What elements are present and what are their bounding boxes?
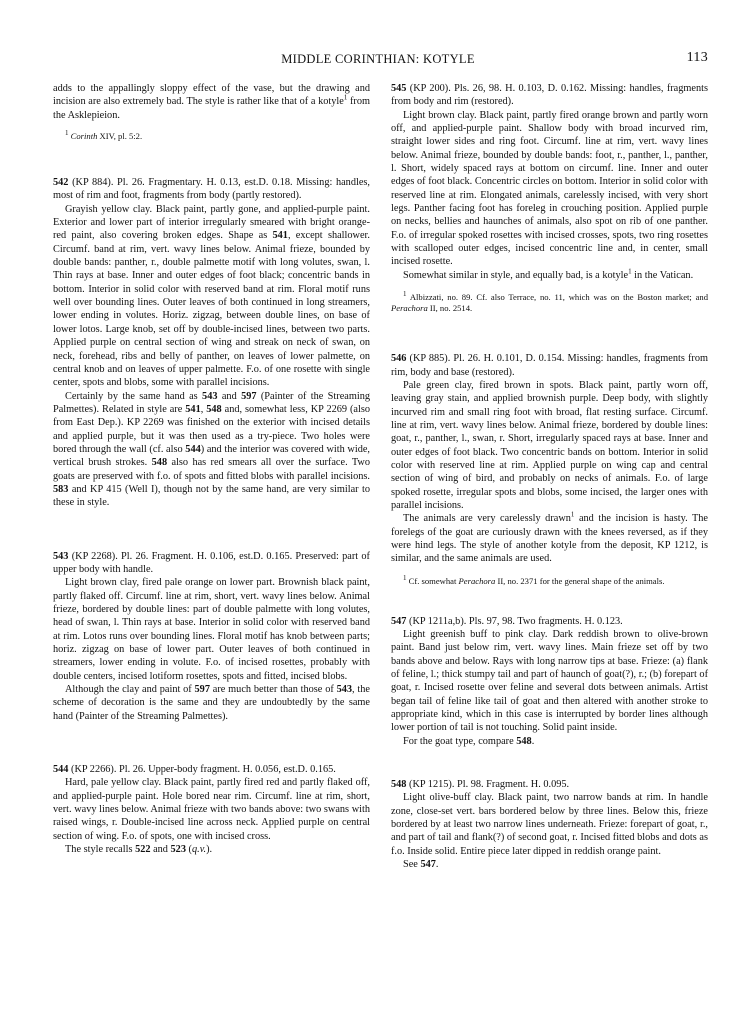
- catalogue-entry-546: [391, 352, 708, 587]
- catalogue-entry-542: [53, 176, 370, 510]
- running-title: MIDDLE CORINTHIAN: KOTYLE: [281, 52, 475, 66]
- entry-commentary: Although the clay and paint of 597 are much better than those of 543, the scheme of decoration is the same and they are undoubtedly by the same hand (Painter of the Streaming Palmettes).: [53, 684, 370, 722]
- entry-commentary: The animals are very carelessly drawn$^1$ and the incision is hasty. The forelegs of the goat are curiously drawn with the knees reversed, as if they were hind legs. The style of another kotyle from the deposit, KP 1212, is similar, and the same animals are used.: [391, 510, 708, 565]
- entry-description: Pale green clay, fired brown in spots. Black paint, partly worn off, leaving gray stain, and applied brownish purple. Deep body, with slightly incurved rim and small ring foot with broad, flat resting surface. Circumf. line at rim, vert. wavy lines below. Animal frieze, bordered by double lines: goat, r., panther, l., swan, r. Short, irregularly spaced rays at base. Inner and outer edges of foot black. Two concentric bands on bottom. Interior in solid color with reserved line at rim. Applied purple on wing cap and central section of wing of bird, and probably on necks of animals. F.o. of large spoked rosette, irregular spots and blobs, some incised, the larger ones with parallel incisions.: [391, 379, 708, 511]
- catalogue-entry-545: [391, 82, 708, 314]
- footnote: $^1$ Corinth XIV, pl. 5:2.: [65, 129, 143, 142]
- entry-heading: 547 (KP 1211a,b). Pls. 97, 98. Two fragments. H. 0.123.: [391, 615, 623, 627]
- entry-description: Light greenish buff to pink clay. Dark reddish brown to olive-brown paint. Band just below rim, vert. wavy lines. Main frieze set off by two bands above and below. Rays with long narrow tips at base. Frieze: (a) flank of feline, l.; thick stumpy tail and part of haunch of goat(?), r.; (b) forepart of goat, r. Incised rosette over feline and several dots between animals. Artist began tail of feline like tail of goat and then altered with another stroke to appropriate kind, which in this case is interrupted by border lines although lower portion of tail is not touching. Solid paint inside.: [391, 629, 708, 734]
- entry-commentary: The style recalls 522 and 523 (q.v.).: [65, 844, 213, 856]
- left-column: [53, 82, 370, 857]
- footnote: $^1$ Albizzati, no. 89. Cf. also Terrace, no. 11, which was on the Boston market; and Perachora II, no. 2514.: [391, 290, 708, 314]
- entry-heading: 545 (KP 200). Pls. 26, 98. H. 0.103, D. 0.162. Missing: handles, fragments from body and rim (restored).: [391, 83, 708, 108]
- catalogue-entry-547: [391, 615, 708, 748]
- entry-heading: 542 (KP 884). Pl. 26. Fragmentary. H. 0.13, est.D. 0.18. Missing: handles, most of rim and foot, fragments from body (partly restored).: [53, 177, 370, 202]
- entry-description: Light brown clay. Black paint, partly fired orange brown and partly worn off, and applied-purple paint. Shallow body with broad incurved rim, straight lower sides and ring foot. Circumf. line at rim, vert. wavy lines below. Animal frieze, bounded by double bands: foot, r., panther, l., panther, l. Short, widely spaced rays at bottom on circumf. line. Inner and outer edges of foot black. Concentric circles on bottom. Interior in solid color with reserved line at rim. Elongated animals, carelessly incised, with very short legs. Panther facing foot has foreleg in crouching position. Applied purple on necks, bellies and haunches of animals, also spot on rib of one panther. F.o. of irregular spoked rosettes with incised crosses, spots, two ring rosettes with scalloped outer edges, incised concentric line and, in center, small incised rosette.: [391, 109, 708, 268]
- entry-commentary: Certainly by the same hand as 543 and 597 (Painter of the Streaming Palmettes). Related in style are 541, 548 and, somewhat less, KP 2269 (also from East Dep.). KP 2269 was finished on the exterior with incised details and applied purple, but it was then used as a try-piece. Two holes were bored through the wall (cf. also 544) and the interior was covered with wide, vertical brush strokes. 548 also has red smears all over the surface. Two goats are preserved with f.o. of spots and fitted blobs with parallel incisions. 583 and KP 415 (Well I), though not by the same hand, are very similar to these in style.: [53, 390, 371, 509]
- entry-heading: 543 (KP 2268). Pl. 26. Fragment. H. 0.106, est.D. 0.165. Preserved: part of upper body with handle.: [53, 550, 370, 575]
- entry-heading: 546 (KP 885). Pl. 26. H. 0.101, D. 0.154. Missing: handles, fragments from rim, body and base (restored).: [391, 353, 708, 378]
- catalogue-entry-544: [53, 763, 370, 856]
- continued-paragraph: adds to the appallingly sloppy effect of the vase, but the drawing and incision are also extremely bad. The style is rather like that of a kotyle$^1$ from the Asklepieion.: [53, 83, 371, 121]
- catalogue-entry-548: [391, 778, 708, 871]
- entry-heading: 544 (KP 2266). Pl. 26. Upper-body fragment. H. 0.056, est.D. 0.165.: [53, 764, 336, 776]
- entry-description: Hard, pale yellow clay. Black paint, partly fired red and partly flaked off, and applied-purple paint. Hole bored near rim. Circumf. line at rim, short, vert. wavy lines below. Animal frieze with two bands above: two swans with raised wings, r. Double-incised line across neck. Applied purple on central section of wing. F.o. of spots, one with incised cross.: [53, 777, 370, 842]
- entry-commentary: See 547.: [403, 859, 439, 871]
- page-number: 113: [686, 50, 708, 65]
- entry-description: Grayish yellow clay. Black paint, partly gone, and applied-purple paint. Exterior and lower part of interior irregularly smeared with bright orange-red paint, also covering broken edges. Shape as 541, except shallower. Circumf. band at rim, vert. wavy lines below. Animal frieze, bounded by double bands: panther, r., double palmette motif with long volutes, swan, l. Thin rays at base. Inner and outer edges of foot black; concentric bands in bottom. Interior in solid color with reserved band at rim. Floral motif runs well over bounding lines. Outer leaves of both continued in long streamers, lower ending in volutes. Horiz. zigzag, between double lines, on base of lower lotos. Large knob, set off by double-incised lines, between two parts. Applied purple on central section of wing and streak on neck of swan, on neck, forehead, ribs and belly of panther, on leaves of lower palmette, on central knob and on leaves of upper palmette. F.o. of one rosette with single center, spots and blobs, some with parallel incisions.: [53, 203, 370, 389]
- right-column: [391, 82, 708, 872]
- entry-description: Light olive-buff clay. Black paint, two narrow bands at rim. In handle zone, close-set vert. bars bordered below by three lines. Below this, frieze bordered by at least two narrow lines underneath. Frieze: forepart of goat, r., and part of tail and flank(?) of second goat, r. Incised fitted blobs and dots as f.o. Inside solid. Entire piece later dipped in reddish orange paint.: [391, 792, 708, 857]
- entry-commentary: Somewhat similar in style, and equally bad, is a kotyle$^1$ in the Vatican.: [403, 267, 694, 281]
- entry-heading: 548 (KP 1215). Pl. 98. Fragment. H. 0.095.: [391, 779, 570, 791]
- footnote: $^1$ Cf. somewhat Perachora II, no. 2371 for the general shape of the animals.: [403, 573, 665, 586]
- entry-description: Light brown clay, fired pale orange on lower part. Brownish black paint, partly flaked off. Circumf. line at rim, short, vert. wavy lines below. Animal frieze, bordered by double lines: part of double palmette with long volutes, head of swan, l. Thin rays at base. Interior in solid color with reserved band at rim. Lotos runs over bounding lines. Floral motif has knob between parts; horiz. zigzag on base of lower part. Outer leaves of both continued in streamers, lower ending in volute. F.o. of incised rosettes, probably with double centers, incised lotiform rosettes, spots and fitted, incised blobs.: [53, 577, 370, 682]
- entry-commentary: For the goat type, compare 548.: [403, 735, 535, 747]
- running-header: [48, 50, 708, 70]
- catalogue-entry-543: [53, 550, 370, 723]
